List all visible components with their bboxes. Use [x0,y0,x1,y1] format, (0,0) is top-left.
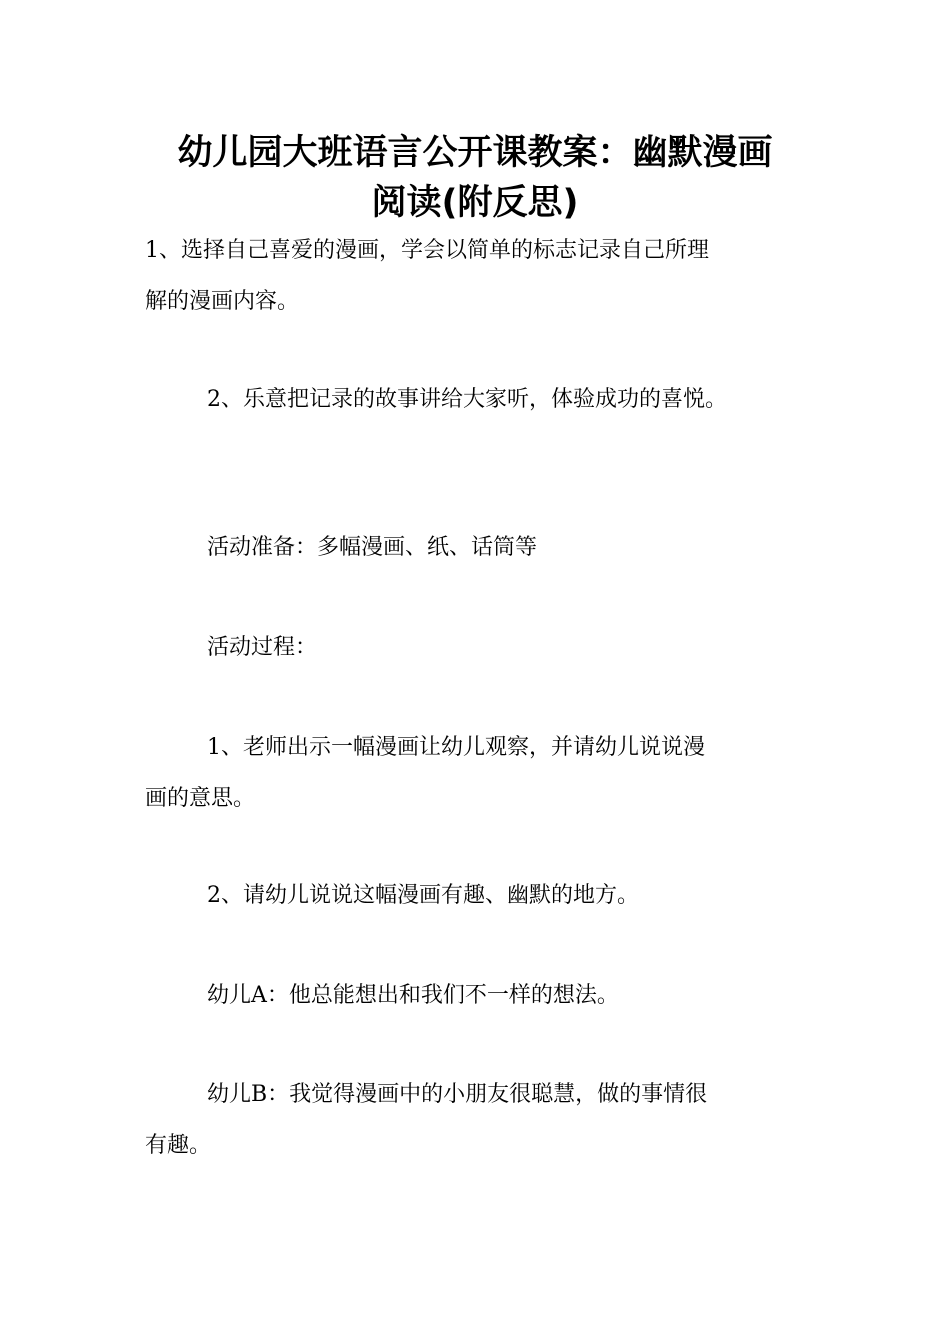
paragraph-objective-1-line-1: 1、选择自己喜爱的漫画，学会以简单的标志记录自己所理 [145,238,709,263]
document-title-line-1: 幼儿园大班语言公开课教案：幽默漫画 [177,133,773,173]
paragraph-child-b-line-2: 有趣。 [145,1133,212,1158]
paragraph-process-heading: 活动过程： [207,635,318,660]
paragraph-objective-1-line-2: 解的漫画内容。 [145,289,300,314]
document-title-line-2: 阅读(附反思) [371,183,579,223]
paragraph-child-a: 幼儿A：他总能想出和我们不一样的想法。 [207,983,619,1008]
paragraph-step-1-line-2: 画的意思。 [145,786,256,811]
paragraph-child-b-line-1: 幼儿B：我觉得漫画中的小朋友很聪慧，做的事情很 [207,1082,708,1107]
paragraph-step-1-line-1: 1、老师出示一幅漫画让幼儿观察，并请幼儿说说漫 [207,735,705,760]
paragraph-step-2: 2、请幼儿说说这幅漫画有趣、幽默的地方。 [207,883,639,908]
paragraph-preparation: 活动准备：多幅漫画、纸、话筒等 [207,535,538,560]
paragraph-objective-2: 2、乐意把记录的故事讲给大家听，体验成功的喜悦。 [207,387,727,412]
